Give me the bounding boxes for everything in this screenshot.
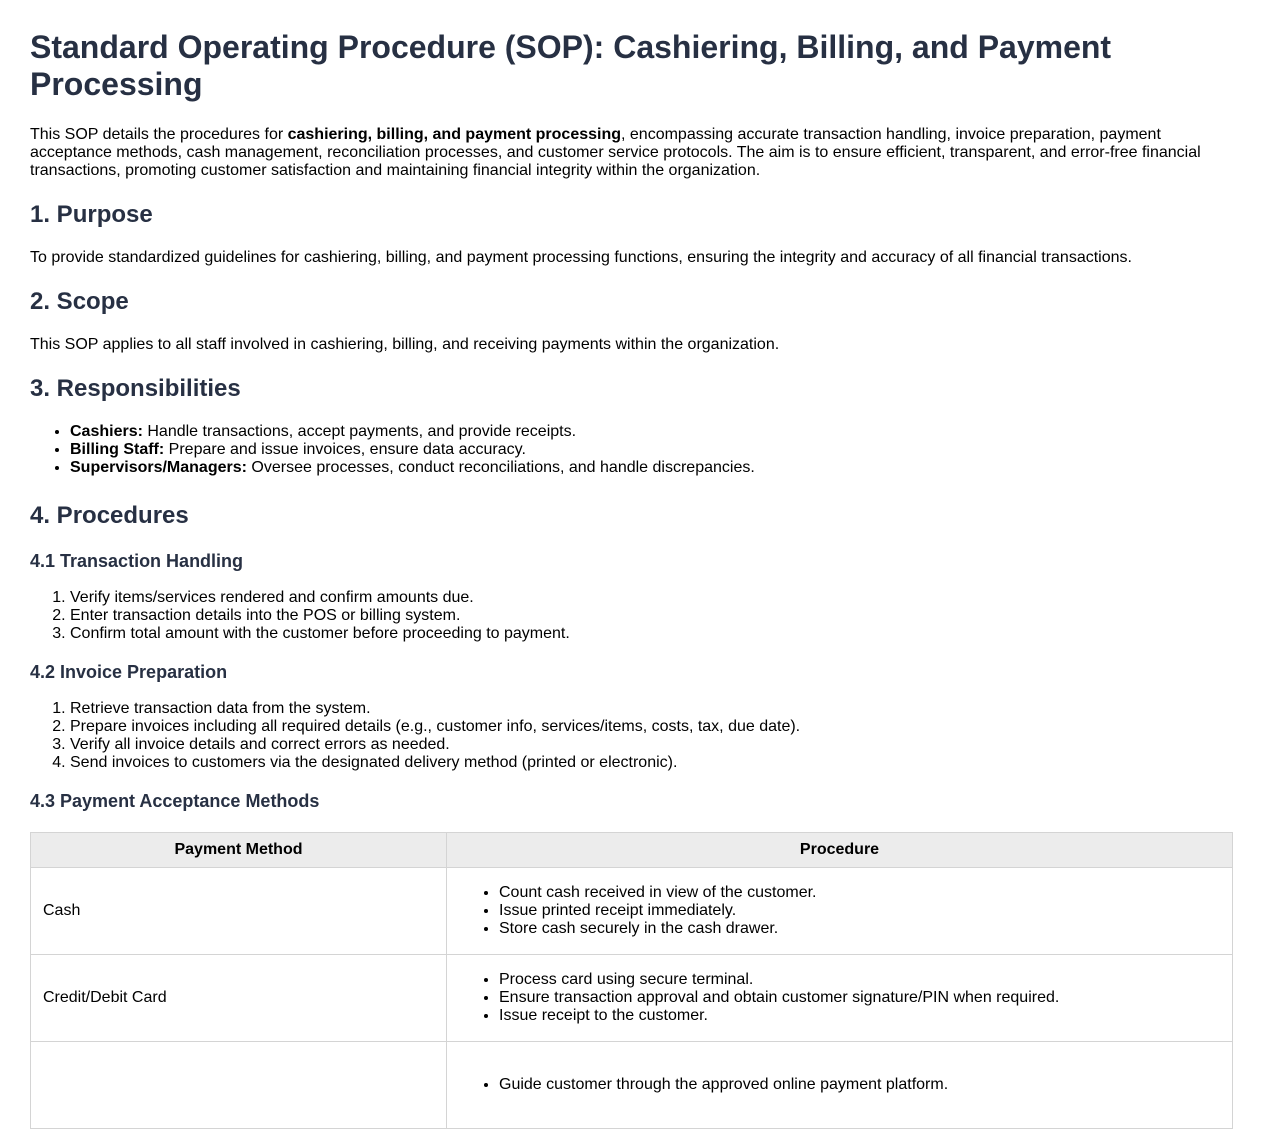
procedure-steps xyxy=(459,1076,1220,1094)
purpose-text: To provide standardized guidelines for cashiering, billing, and payment processing functions, ensuring the integrity and accuracy of all financial transactions. xyxy=(30,249,1132,266)
column-header-procedure: Procedure xyxy=(447,833,1233,868)
payment-methods-heading: 4.3 Payment Acceptance Methods xyxy=(30,791,320,811)
payment-method-cell: Cash xyxy=(31,868,447,955)
table-row xyxy=(31,1042,1233,1129)
intro-prefix: This SOP details the procedures for xyxy=(30,126,288,143)
role-description: Oversee processes, conduct reconciliations, and handle discrepancies. xyxy=(246,459,755,476)
table-header-row xyxy=(31,833,1233,868)
purpose-heading: 1. Purpose xyxy=(30,201,153,228)
list-item xyxy=(70,423,1233,441)
procedure-cell xyxy=(447,868,1233,955)
table-row xyxy=(31,955,1233,1042)
procedure-cell xyxy=(447,1042,1233,1129)
responsibilities-list xyxy=(30,423,1233,477)
transaction-handling-steps xyxy=(30,589,1233,643)
procedures-heading: 4. Procedures xyxy=(30,502,189,529)
list-item xyxy=(70,441,1233,459)
list-item: 2. Prepare invoices including all required details (e.g., customer info, services/items, costs, tax, due date). xyxy=(70,718,1233,736)
column-header-method: Payment Method xyxy=(31,833,447,868)
role-description: Handle transactions, accept payments, and provide receipts. xyxy=(142,423,577,440)
procedure-steps xyxy=(459,884,1220,938)
list-item: 3. Verify all invoice details and correct errors as needed. xyxy=(70,736,1233,754)
list-item: • Count cash received in view of the customer. xyxy=(499,884,1220,902)
payment-methods-table xyxy=(30,832,1233,1129)
list-item: 3. Confirm total amount with the customer before proceeding to payment. xyxy=(70,625,1233,643)
page-title: Standard Operating Procedure (SOP): Cashiering, Billing, and Payment Processing xyxy=(30,29,1112,102)
invoice-preparation-heading: 4.2 Invoice Preparation xyxy=(30,662,228,682)
list-item: 4. Send invoices to customers via the designated delivery method (printed or electronic). xyxy=(70,754,1233,772)
intro-bold: cashiering, billing, and payment processing xyxy=(287,126,622,143)
list-item: • Ensure transaction approval and obtain customer signature/PIN when required. xyxy=(499,989,1220,1007)
procedure-cell xyxy=(447,955,1233,1042)
role-label: Billing Staff: xyxy=(70,441,165,458)
responsibilities-heading: 3. Responsibilities xyxy=(30,375,241,402)
list-item: • Guide customer through the approved online payment platform. xyxy=(499,1076,1220,1094)
list-item xyxy=(70,459,1233,477)
intro-suffix: , encompassing accurate transaction handling, invoice preparation, payment acceptance methods, cash management, reconciliation processes, and customer service protocols. The aim is to ensure efficient, transparent, and error-free financial transactions, promoting customer satisfaction and maintaining financial integrity within the organization. xyxy=(30,126,1201,179)
list-item: • Process card using secure terminal. xyxy=(499,971,1220,989)
scope-heading: 2. Scope xyxy=(30,288,129,315)
role-description: Prepare and issue invoices, ensure data accuracy. xyxy=(164,441,526,458)
list-item: 1. Retrieve transaction data from the system. xyxy=(70,700,1233,718)
transaction-handling-heading: 4.1 Transaction Handling xyxy=(30,551,244,571)
sop-document xyxy=(0,29,1263,1129)
procedure-steps xyxy=(459,971,1220,1025)
list-item: 2. Enter transaction details into the POS or billing system. xyxy=(70,607,1233,625)
payment-method-cell: Credit/Debit Card xyxy=(31,955,447,1042)
table-row xyxy=(31,868,1233,955)
role-label: Cashiers: xyxy=(70,423,143,440)
intro-paragraph xyxy=(30,126,1233,180)
list-item: • Issue printed receipt immediately. xyxy=(499,902,1220,920)
invoice-preparation-steps xyxy=(30,700,1233,772)
scope-text: This SOP applies to all staff involved in cashiering, billing, and receiving payments within the organization. xyxy=(30,336,780,353)
role-label: Supervisors/Managers: xyxy=(70,459,247,476)
list-item: • Issue receipt to the customer. xyxy=(499,1007,1220,1025)
list-item: 1. Verify items/services rendered and confirm amounts due. xyxy=(70,589,1233,607)
list-item: • Store cash securely in the cash drawer. xyxy=(499,920,1220,938)
payment-method-cell xyxy=(31,1042,447,1129)
